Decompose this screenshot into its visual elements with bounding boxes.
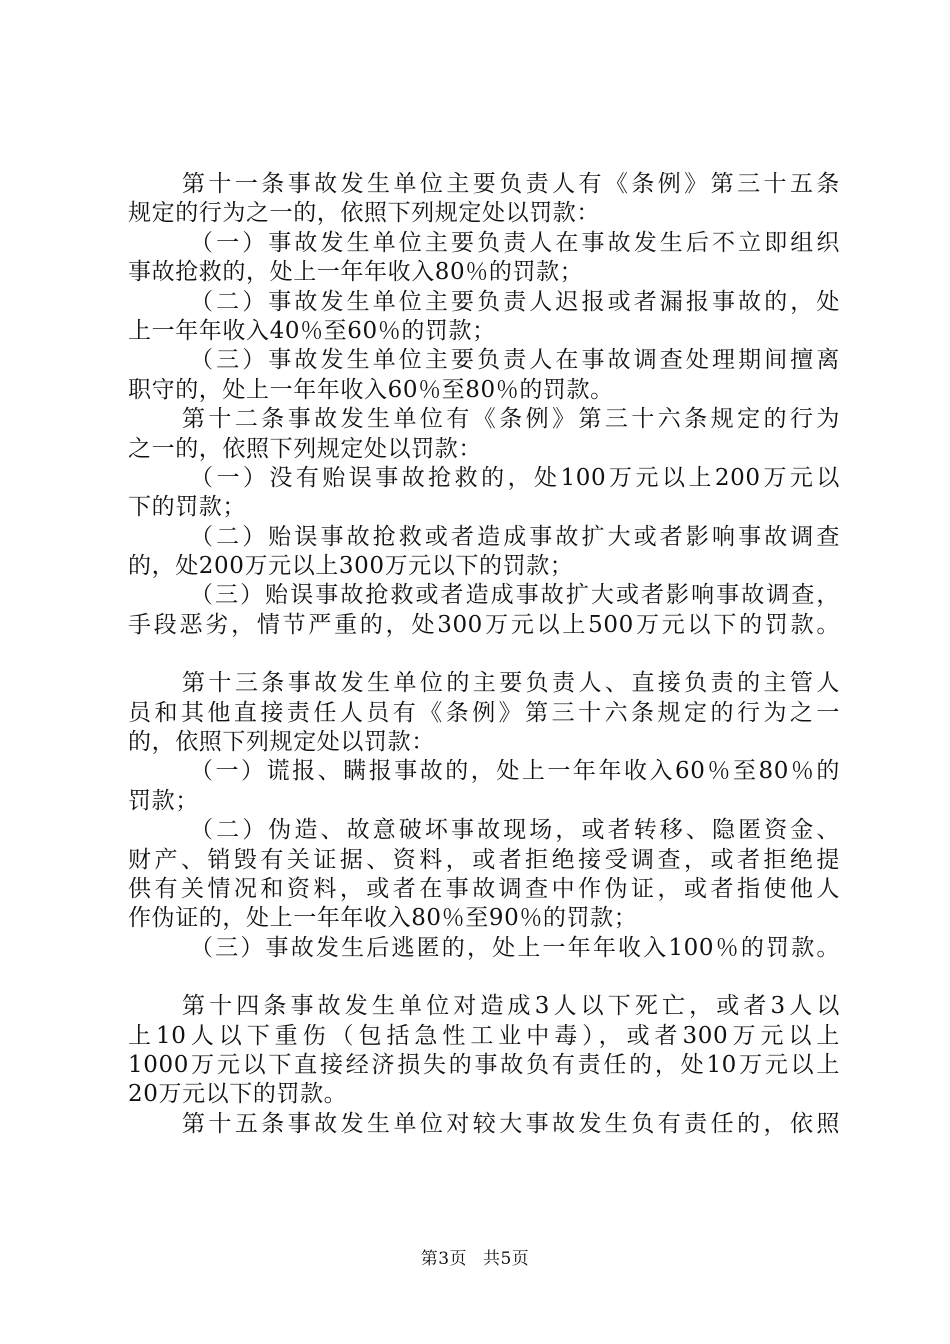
page-total: 共5页 [482,1249,530,1269]
paragraph-gap [128,963,840,992]
article-13-item-3-line-1: （三）事故发生后逃匿的，处上一年年收入100％的罚款。 [190,934,840,961]
article-14-line-4: 20万元以下的罚款。 [128,1081,348,1108]
article-11-item-1-line-2: 事故抢救的，处上一年年收入80％的罚款； [128,259,584,286]
document-body [128,170,840,1139]
article-12-item-3-line-2: 手段恶劣，情节严重的，处300万元以上500万元以下的罚款。 [128,611,840,638]
article-13-item-2-line-2: 财产、销毁有关证据、资料，或者拒绝接受调查，或者拒绝提 [128,846,840,873]
article-13-item-1-line-1: （一）谎报、瞒报事故的，处上一年年收入60％至80％的 [190,758,840,785]
page-footer [0,1244,950,1269]
article-13-item-2-line-1: （二）伪造、故意破坏事故现场，或者转移、隐匿资金、 [190,817,840,844]
article-14-line-3: 1000万元以下直接经济损失的事故负有责任的，处10万元以上 [128,1051,840,1078]
article-11-item-2-line-2: 上一年年收入40％至60％的罚款； [128,317,496,344]
article-13-item-2-line-3: 供有关情况和资料，或者在事故调查中作伪证，或者指使他人 [128,875,840,902]
page-number: 第3页 [420,1249,468,1269]
article-12-item-2-line-1: （二）贻误事故抢救或者造成事故扩大或者影响事故调查 [190,523,840,550]
article-14-line-2: 上10人以下重伤（包括急性工业中毒），或者300万元以上 [128,1022,840,1049]
article-12-line-1: 第十二条事故发生单位有《条例》第三十六条规定的行为 [182,406,840,433]
paragraph-gap [128,640,840,669]
article-11-item-3-line-2: 职守的，处上一年年收入60％至80％的罚款。 [128,376,614,403]
article-11-line-1: 第十一条事故发生单位主要负责人有《条例》第三十五条 [182,171,840,197]
article-12-item-1-line-1: （一）没有贻误事故抢救的，处100万元以上200万元以 [190,464,840,491]
article-13-line-1: 第十三条事故发生单位的主要负责人、直接负责的主管人 [182,670,840,697]
article-12-item-1-line-2: 下的罚款； [128,494,246,521]
article-12-line-2: 之一的，依照下列规定处以罚款： [128,435,482,462]
article-11-item-3-line-1: （三）事故发生单位主要负责人在事故调查处理期间擅离 [190,347,840,374]
article-14-line-1: 第十四条事故发生单位对造成3人以下死亡，或者3人以 [182,993,840,1020]
article-13-line-2: 员和其他直接责任人员有《条例》第三十六条规定的行为之一 [128,699,840,726]
article-13-line-3: 的，依照下列规定处以罚款： [128,729,435,756]
article-13-item-1-line-2: 罚款； [128,787,199,814]
article-11-line-2: 规定的行为之一的，依照下列规定处以罚款： [128,200,600,227]
article-12-item-2-line-2: 的，处200万元以上300万元以下的罚款； [128,553,574,580]
article-13-item-2-line-4: 作伪证的，处上一年年收入80％至90％的罚款； [128,905,638,932]
article-15-line-1: 第十五条事故发生单位对较大事故发生负有责任的，依照 [182,1110,840,1137]
article-11-item-1-line-1: （一）事故发生单位主要负责人在事故发生后不立即组织 [190,229,840,256]
article-11-item-2-line-1: （二）事故发生单位主要负责人迟报或者漏报事故的，处 [190,288,840,315]
article-12-item-3-line-1: （三）贻误事故抢救或者造成事故扩大或者影响事故调查， [190,582,840,609]
